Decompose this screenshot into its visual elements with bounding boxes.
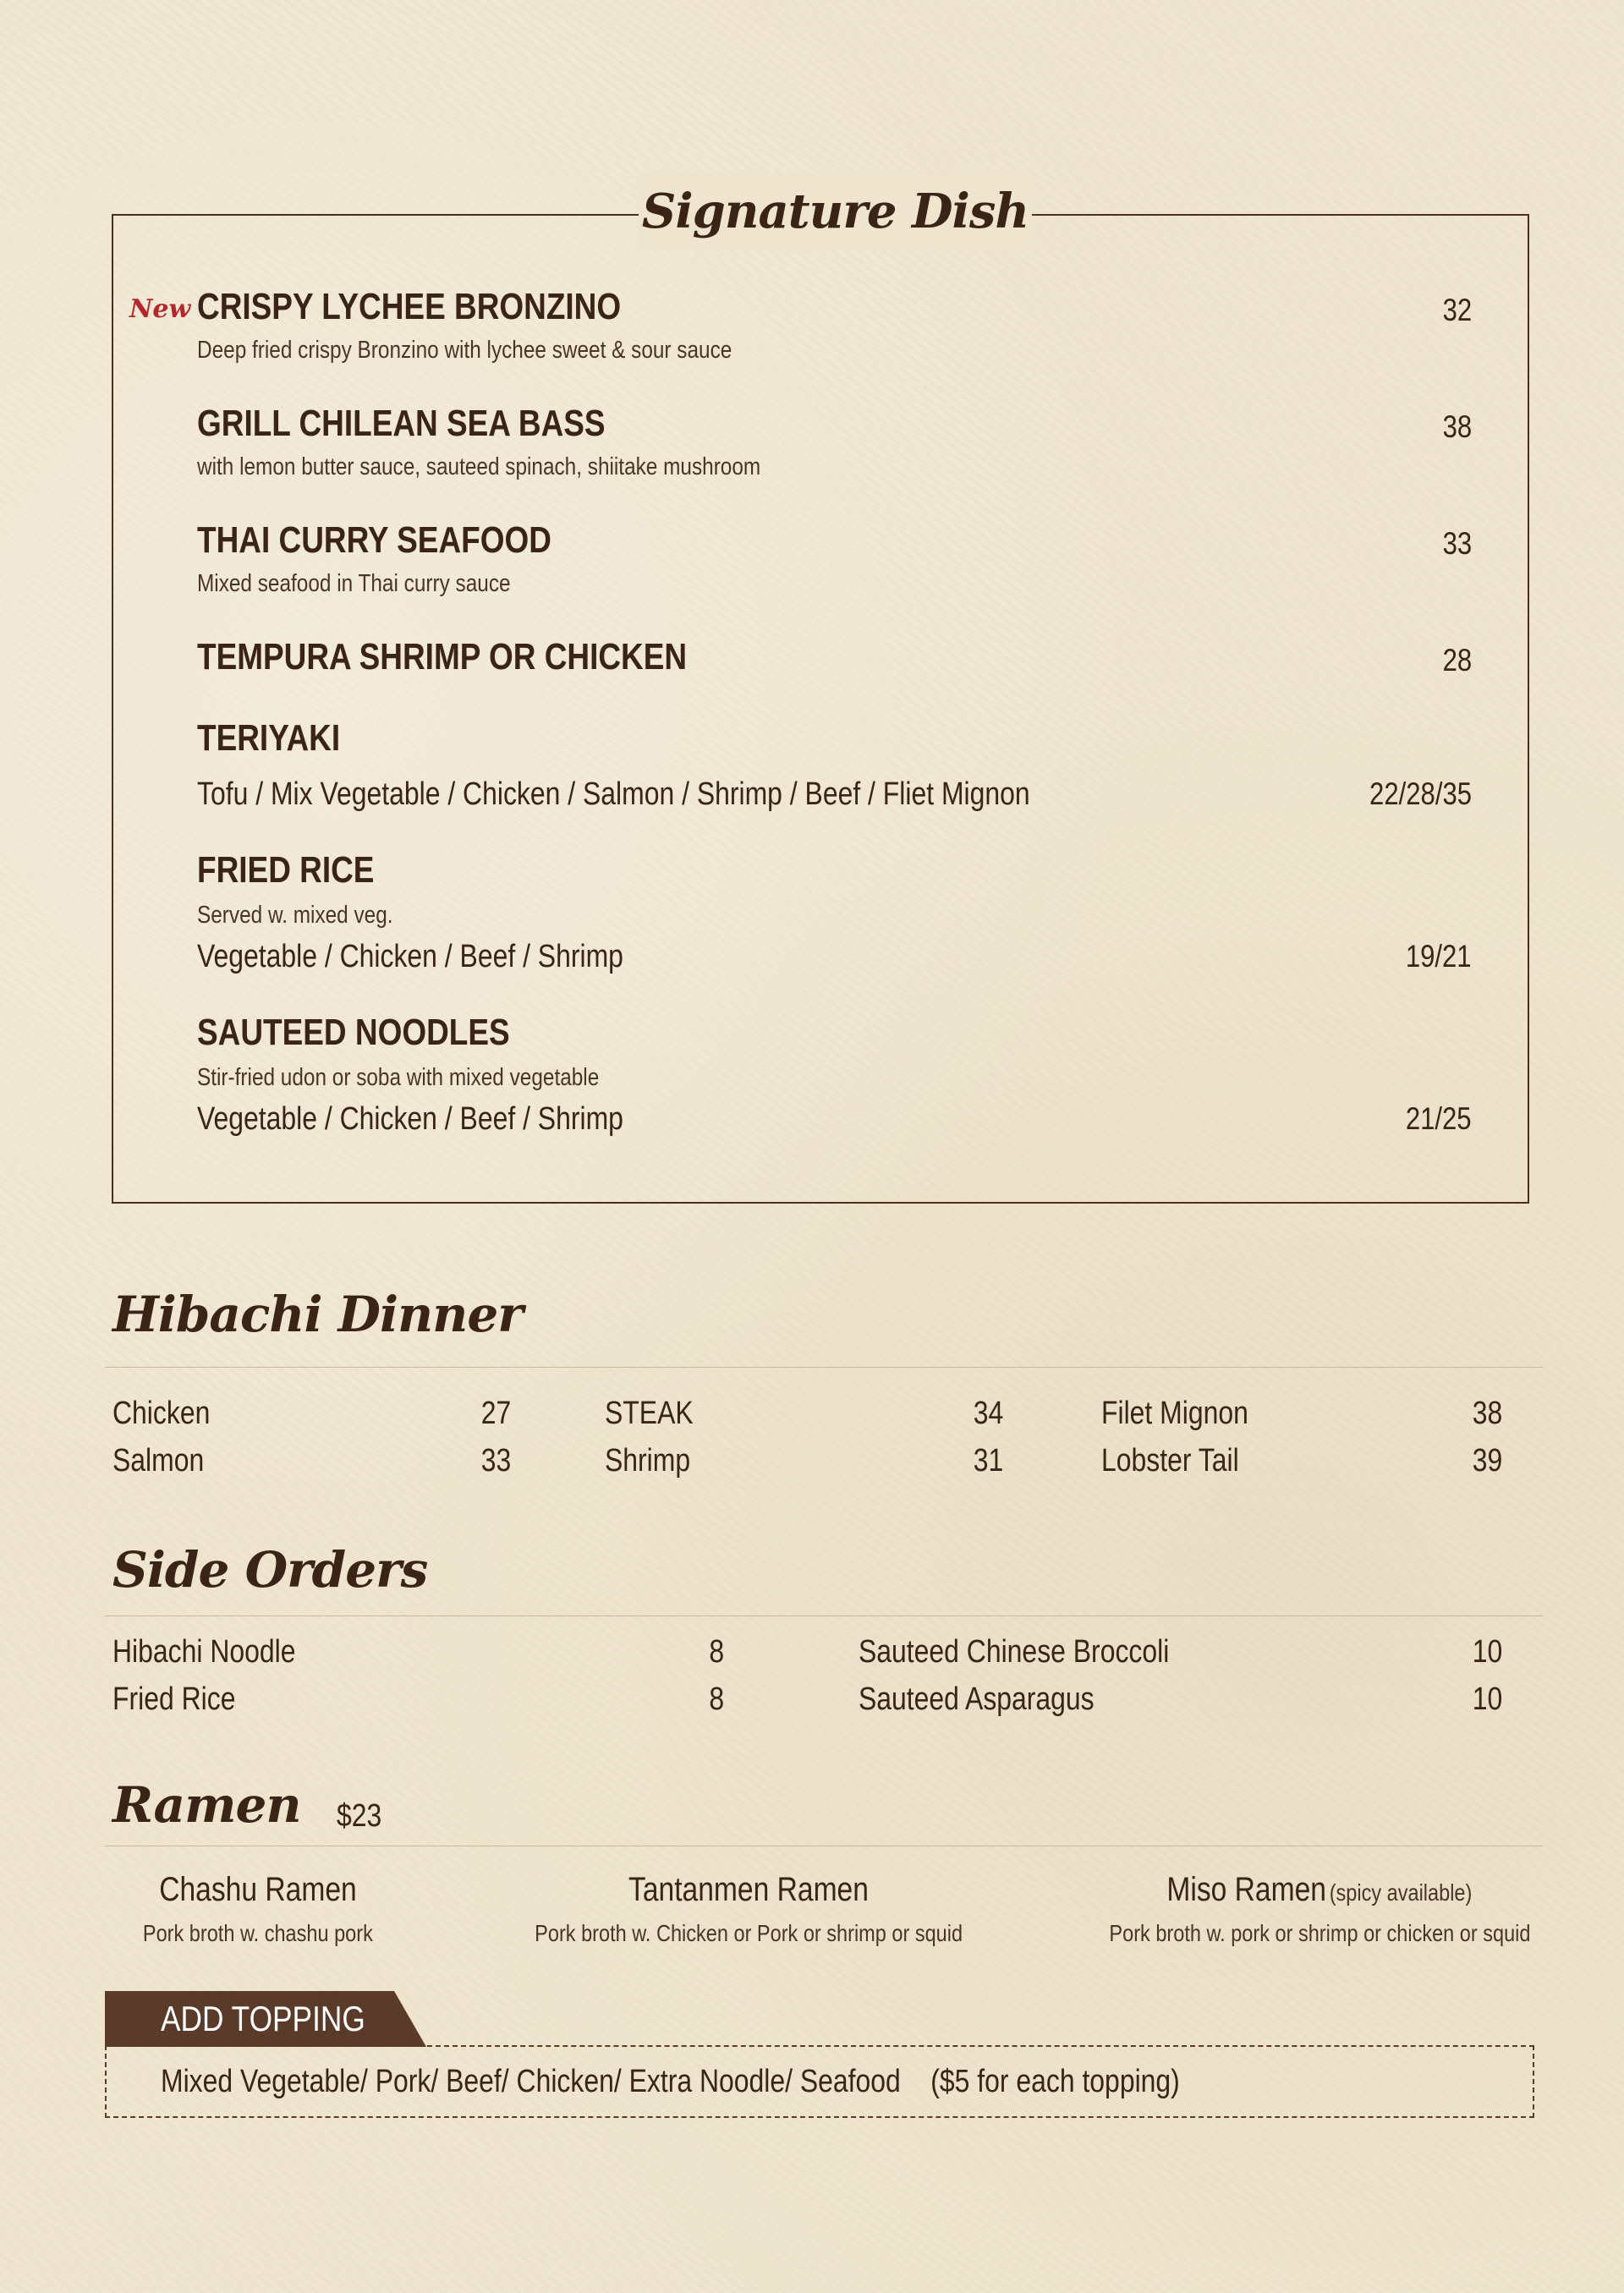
hibachi-item-price: 27 (480, 1396, 511, 1431)
sides-title: Side Orders (112, 1541, 428, 1599)
ramen-item-name: Miso Ramen (spicy available) (1166, 1871, 1473, 1908)
side-item-price: 8 (709, 1634, 724, 1670)
dish-options: Vegetable / Chicken / Beef / Shrimp (197, 939, 623, 974)
dish-price: 32 (1442, 293, 1472, 327)
side-item-name: Fried Rice (112, 1681, 236, 1717)
hibachi-item-price: 39 (1472, 1443, 1502, 1478)
side-item-name: Hibachi Noodle (112, 1634, 296, 1670)
dish-price: 38 (1442, 409, 1472, 444)
side-item-price: 10 (1472, 1681, 1502, 1717)
ramen-title: Ramen (112, 1776, 301, 1834)
dish-desc: with lemon butter sauce, sauteed spinach, shiitake mushroom (197, 453, 761, 480)
dish-name: TEMPURA SHRIMP OR CHICKEN (197, 636, 688, 677)
hibachi-item-name: Filet Mignon (1101, 1396, 1248, 1431)
signature-title: Signature Dish (641, 184, 1029, 239)
dish-name: GRILL CHILEAN SEA BASS (197, 403, 606, 444)
hibachi-item-price: 38 (1472, 1396, 1502, 1431)
dish-name: THAI CURRY SEAFOOD (197, 519, 551, 561)
hibachi-item-price: 33 (480, 1443, 511, 1478)
dish-name: FRIED RICE (197, 849, 375, 891)
dish-options: Tofu / Mix Vegetable / Chicken / Salmon / Shrimp / Beef / Fliet Mignon (197, 776, 1030, 812)
ramen-item-name: Tantanmen Ramen (628, 1871, 869, 1908)
dish-desc: Deep fried crispy Bronzino with lychee sweet & sour sauce (197, 337, 732, 364)
topping-text: Mixed Vegetable/ Pork/ Beef/ Chicken/ Extra Noodle/ Seafood ($5 for each topping) (161, 2064, 1180, 2099)
dish-price: 19/21 (1406, 939, 1472, 974)
dish-name: CRISPY LYCHEE BRONZINO (197, 286, 622, 327)
ramen-item-note: (spicy available) (1329, 1879, 1473, 1906)
ramen-item-desc: Pork broth w. pork or shrimp or chicken or squid (1108, 1920, 1531, 1946)
ramen-price: $23 (337, 1798, 382, 1834)
dish-price: 22/28/35 (1369, 776, 1472, 811)
hibachi-item-price: 31 (973, 1443, 1003, 1478)
ramen-item-desc: Pork broth w. chashu pork (143, 1920, 373, 1946)
side-item-price: 8 (709, 1681, 724, 1717)
side-item-price: 10 (1472, 1634, 1502, 1670)
topping-label: ADD TOPPING (161, 1999, 365, 2038)
dish-name: SAUTEED NOODLES (197, 1012, 510, 1053)
signature-title-wrap (639, 173, 1032, 250)
hibachi-item-name: Salmon (112, 1443, 205, 1478)
ramen-item-desc: Pork broth w. Chicken or Pork or shrimp or squid (535, 1920, 963, 1946)
dish-price: 21/25 (1406, 1101, 1472, 1136)
dish-desc: Served w. mixed veg. (197, 902, 393, 929)
side-item-name: Sauteed Chinese Broccoli (859, 1634, 1170, 1670)
hibachi-item-name: Chicken (112, 1396, 211, 1431)
dish-name: TERIYAKI (197, 717, 341, 759)
hibachi-item-name: STEAK (605, 1396, 694, 1431)
hibachi-title: Hibachi Dinner (112, 1286, 523, 1343)
new-badge: New (129, 294, 191, 324)
hibachi-item-price: 34 (973, 1396, 1003, 1431)
dish-options: Vegetable / Chicken / Beef / Shrimp (197, 1101, 623, 1137)
ramen-item-name: Chashu Ramen (159, 1871, 357, 1908)
hibachi-item-name: Lobster Tail (1101, 1443, 1239, 1478)
side-item-name: Sauteed Asparagus (859, 1681, 1095, 1717)
dish-price: 33 (1442, 526, 1472, 561)
dish-desc: Mixed seafood in Thai curry sauce (197, 570, 511, 597)
dish-desc: Stir-fried udon or soba with mixed vegetable (197, 1064, 600, 1091)
hibachi-divider (105, 1367, 1543, 1368)
hibachi-item-name: Shrimp (605, 1443, 691, 1478)
dish-price: 28 (1442, 643, 1472, 677)
